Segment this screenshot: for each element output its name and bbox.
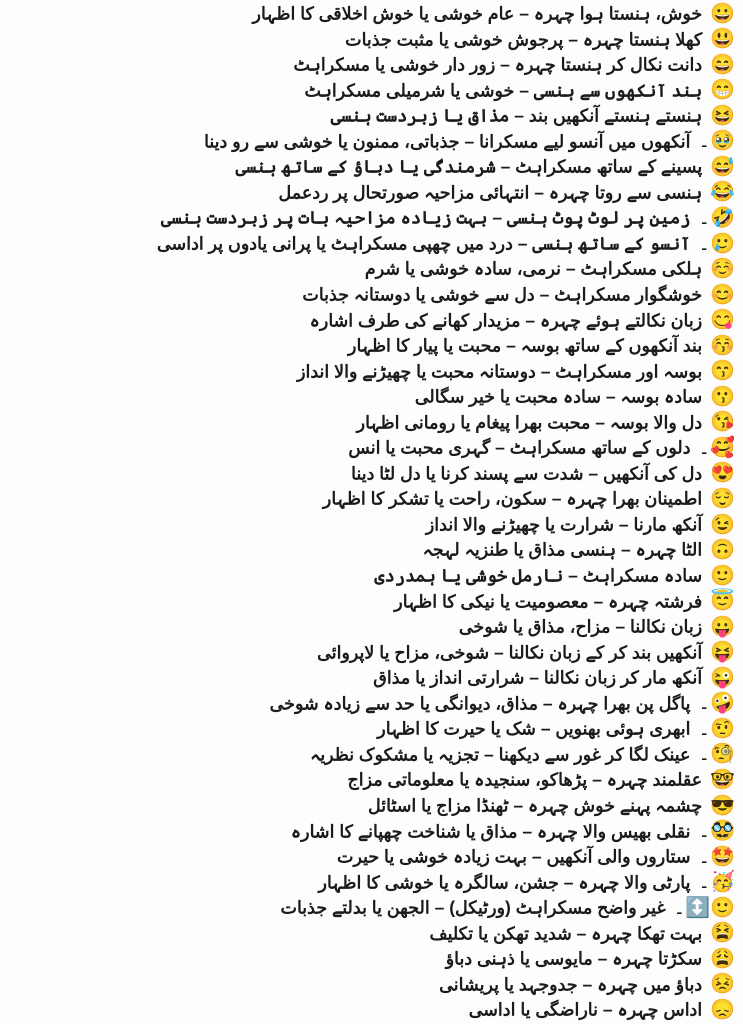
emoji-meaning-row (4, 972, 735, 998)
emoji-name-label: غیر واضح مسکراہٹ (ورٹیکل) (449, 897, 666, 918)
separator-dash: – (558, 872, 579, 893)
separator-dash: – (524, 667, 544, 688)
smiling-face-with-hearts-emoji: 🥰۔ (698, 436, 735, 459)
emoji-name-label: زمین پر لوٹ پوٹ ہنسی (506, 207, 691, 228)
nerd-face-emoji: 🤓 (710, 769, 735, 791)
emoji-meaning-label: بہت زیادہ مزاحیہ بات پر زبردست ہنسی (160, 207, 488, 228)
emoji-meaning-row (4, 486, 735, 512)
emoji-meaning-label: محبت بھرا پیغام یا رومانی اظہار (356, 412, 591, 433)
tired-face-emoji: 😫 (710, 922, 735, 945)
emoji-name-label: زبان نکالتے ہوئے چہرہ (539, 310, 703, 331)
winking-face-with-tongue-emoji: 😜 (710, 666, 735, 689)
emoji-name-label: دل والا بوسہ (609, 412, 703, 433)
emoji-meaning-row (4, 180, 735, 206)
emoji-meaning-label: نارمل خوشی یا ہمدردی (374, 565, 564, 586)
emoji-name-label: پسینے کے ساتھ مسکراہٹ (515, 156, 703, 177)
emoji-name-label: بوسہ اور مسکراہٹ (555, 361, 703, 382)
separator-dash: – (616, 540, 636, 561)
separator-dash: – (514, 80, 534, 101)
emoji-meaning-row (4, 946, 735, 972)
separator-dash: – (509, 105, 529, 126)
emoji-name-label: پاگل پن بھرا چہرہ (557, 693, 691, 714)
emoji-meaning-label: تجزیہ یا مشکوک نظریہ (310, 744, 480, 765)
emoji-meaning-label: شدید تھکن یا تکلیف (429, 923, 572, 944)
emoji-meaning-label: محبت یا پیار کا اظہار (348, 335, 502, 356)
emoji-meaning-label: ہنسی مذاق یا طنزیہ لہجہ (422, 540, 617, 561)
kissing-face-closed-eyes-emoji: 😚 (710, 334, 735, 357)
emoji-name-label: آنکھ مارنا (633, 514, 703, 535)
separator-dash: – (614, 514, 634, 535)
emoji-meaning-label: درد میں چھپی مسکراہٹ یا پرانی یادوں پر اداسی (156, 233, 513, 254)
emoji-meaning-label: ناراضگی یا اداسی (468, 999, 599, 1020)
emoji-meaning-row (4, 154, 735, 180)
separator-dash: – (517, 821, 537, 842)
face-with-raised-eyebrow-emoji: 🤨۔ (698, 717, 735, 740)
emoji-meaning-row (4, 844, 735, 870)
smiling-face-with-halo-emoji: 😇 (710, 590, 735, 613)
emoji-meaning-row (4, 895, 735, 921)
emoji-meaning-label: شوخی، مزاح یا لاپروائی (317, 642, 490, 663)
face-blowing-kiss-emoji: 😘 (710, 411, 735, 434)
emoji-meaning-label: نرمی، سادہ خوشی یا شرم (364, 259, 561, 280)
disappointed-face-emoji: 😞 (710, 998, 735, 1021)
separator-dash: – (590, 412, 610, 433)
separator-dash: – (526, 846, 547, 867)
emoji-name-label: زبان نکالنا (630, 616, 703, 637)
emoji-meaning-list (4, 1, 735, 1023)
separator-dash: – (577, 974, 598, 995)
separator-dash: – (535, 361, 556, 382)
separator-dash: – (534, 284, 555, 305)
emoji-name-label: آنسو کے ساتھ ہنسی (532, 233, 691, 254)
smiling-face-with-sunglasses-emoji: 😎 (710, 794, 735, 817)
separator-dash: – (583, 463, 603, 484)
emoji-meaning-label: شک یا حیرت کا اظہار (377, 718, 536, 739)
separator-dash: – (601, 386, 621, 407)
face-with-tears-of-joy-emoji: 😂 (710, 181, 735, 204)
emoji-meaning-row (4, 997, 735, 1023)
emoji-meaning-row (4, 921, 735, 947)
emoji-meaning-label: مذاق یا شناخت چھپانے کا اشارہ (290, 821, 518, 842)
emoji-meaning-row (4, 129, 735, 155)
emoji-name-label: سادہ مسکراہٹ (582, 565, 703, 586)
emoji-name-label: فرشتہ چہرہ (608, 591, 703, 612)
grinning-squinting-face-emoji: 😆 (710, 104, 735, 127)
face-with-tongue-emoji: 😛 (710, 615, 735, 638)
face-savoring-food-emoji: 😋 (710, 309, 735, 332)
emoji-meaning-label: شرارتی انداز یا مذاق (373, 667, 525, 688)
emoji-meaning-label: گہری محبت یا انس (348, 437, 491, 458)
disguised-face-emoji: 🥸۔ (698, 820, 735, 843)
separator-dash: – (490, 437, 510, 458)
emoji-meaning-label: سکون، راحت یا تشکر کا اظہار (322, 488, 547, 509)
separator-dash: – (495, 156, 516, 177)
emoji-name-label: چشمہ پہنے خوش چہرہ (527, 795, 703, 816)
emoji-meaning-row (4, 410, 735, 436)
emoji-meaning-row (4, 614, 735, 640)
emoji-meaning-label: سادہ محبت یا خیر سگالی (414, 386, 602, 407)
emoji-name-label: اداس چہرہ (617, 999, 703, 1020)
emoji-name-label: بند آنکھوں سے ہنسی (533, 80, 703, 101)
emoji-meaning-row (4, 589, 735, 615)
emoji-name-label: خوش، ہنستا ہوا چہرہ (533, 3, 703, 24)
separator-dash: – (459, 131, 480, 152)
heart-eyes-emoji: 😍 (710, 462, 735, 485)
smiling-face-emoji: ☺️ (710, 258, 735, 281)
separator-dash: – (508, 795, 528, 816)
winking-face-emoji: 😉 (710, 513, 735, 536)
emoji-meaning-label: مزیدار کھانے کی طرف اشارہ (309, 310, 521, 331)
emoji-name-label: عقلمند چہرہ (606, 770, 703, 790)
separator-dash: – (610, 616, 631, 637)
emoji-meaning-label: پڑھاکو، سنجیدہ یا معلوماتی مزاج (347, 770, 588, 790)
emoji-meaning-row (4, 691, 735, 717)
emoji-meaning-row (4, 256, 735, 282)
emoji-meaning-label: شدت سے پسند کرنا یا دل لٹا دینا (351, 463, 584, 484)
separator-dash: – (529, 182, 549, 203)
emoji-name-label: کھلا ہنستا چہرہ (582, 29, 703, 50)
kissing-face-smiling-eyes-emoji: 😙 (710, 360, 735, 383)
emoji-meaning-label: عام خوشی یا خوش اخلاقی کا اظہار (252, 3, 515, 24)
face-with-monocle-emoji: 🧐۔ (698, 743, 735, 766)
emoji-name-label: ابھری ہوئی بھنویں (555, 718, 691, 739)
emoji-meaning-row (4, 78, 735, 104)
emoji-name-label: ہنستے ہنستے آنکھیں بند (528, 105, 703, 126)
emoji-name-label: ہنسی سے روتا چہرہ (548, 182, 703, 203)
emoji-name-label: الٹا چہرہ (635, 540, 703, 561)
emoji-meaning-label: خوشی یا شرمیلی مسکراہٹ (304, 80, 515, 101)
separator-dash: – (546, 488, 567, 509)
emoji-meaning-label: مذاق، دیوانگی یا حد سے زیادہ شوخی (269, 693, 539, 714)
emoji-meaning-label: دل سے خوشی یا دوستانہ جذبات (302, 284, 535, 305)
beaming-face-emoji: 😁 (710, 79, 735, 102)
partying-face-emoji: 🥳۔ (698, 871, 735, 894)
emoji-name-label: ہلکی مسکراہٹ (580, 259, 703, 280)
squinting-face-with-tongue-emoji: 😝 (710, 641, 735, 664)
emoji-name-label: خوشگوار مسکراہٹ (554, 284, 703, 305)
emoji-name-label: عینک لگا کر غور سے دیکھنا (498, 744, 691, 765)
emoji-meaning-row (4, 205, 735, 231)
emoji-meaning-row (4, 767, 735, 793)
weary-face-emoji: 😩 (710, 947, 735, 970)
separator-dash: – (563, 29, 583, 50)
smiling-face-smiling-eyes-emoji: 😊 (710, 283, 735, 306)
emoji-meaning-label: جذباتی، ممنون یا خوشی سے رو دینا (204, 131, 460, 152)
rolling-on-floor-laughing-emoji: 🤣۔ (698, 206, 735, 229)
zany-face-emoji: 🤪۔ (698, 692, 735, 715)
emoji-name-label: آنکھ مار کر زبان نکالنا (543, 667, 703, 688)
separator-dash: – (592, 948, 613, 969)
emoji-meaning-row (4, 716, 735, 742)
emoji-meaning-label: زور دار خوشی یا مسکراہٹ (293, 54, 496, 75)
emoji-meaning-row (4, 640, 735, 666)
separator-dash: – (429, 897, 450, 918)
separator-dash: – (571, 923, 592, 944)
emoji-meaning-row (4, 742, 735, 768)
emoji-name-label: نقلی بھیس والا چہرہ (537, 821, 691, 842)
separator-dash: – (538, 693, 558, 714)
emoji-meaning-label: انتہائی مزاحیہ صورتحال پر ردعمل (278, 182, 530, 203)
emoji-meaning-row (4, 435, 735, 461)
emoji-meaning-label: معصومیت یا نیکی کا اظہار (394, 591, 589, 612)
emoji-name-label: بند آنکھوں کے ساتھ بوسہ (520, 335, 703, 356)
emoji-name-label: سکڑتا چہرہ (612, 948, 703, 969)
separator-dash: – (514, 3, 534, 24)
relieved-face-emoji: 😌 (710, 487, 735, 510)
emoji-meaning-row (4, 282, 735, 308)
head-shaking-vertically-emoji: 🙂↕️۔ (673, 896, 735, 919)
separator-dash: – (520, 310, 540, 331)
emoji-meaning-row (4, 870, 735, 896)
separator-dash: – (587, 770, 607, 790)
emoji-name-label: دانت نکال کر ہنستا چہرہ (514, 54, 703, 75)
grinning-face-emoji: 😀 (710, 2, 735, 25)
emoji-meaning-label: شرمندگی یا دباؤ کے ساتھ ہنسی (235, 156, 496, 177)
emoji-meaning-row (4, 665, 735, 691)
emoji-name-label: آنکھوں میں آنسو لیے مسکرانا (479, 131, 691, 152)
emoji-meaning-row (4, 461, 735, 487)
emoji-meaning-row (4, 563, 735, 589)
emoji-name-label: بہت تھکا چہرہ (591, 923, 703, 944)
emoji-meaning-row (4, 103, 735, 129)
emoji-meaning-label: الجھن یا بدلتے جذبات (280, 897, 430, 918)
separator-dash: – (489, 642, 509, 663)
emoji-name-label: دباؤ میں چہرہ (597, 974, 703, 995)
separator-dash: – (535, 718, 556, 739)
emoji-meaning-row (4, 537, 735, 563)
emoji-name-label: اطمینان بھرا چہرہ (566, 488, 703, 509)
emoji-meaning-label: دوستانہ محبت یا چھیڑنے والا انداز (297, 361, 536, 382)
emoji-meaning-label: پرجوش خوشی یا مثبت جذبات (345, 29, 564, 50)
emoji-meaning-label: جدوجہد یا پریشانی (439, 974, 578, 995)
smiling-face-with-tear-emoji: 🥲۔ (698, 232, 735, 255)
emoji-meaning-row (4, 819, 735, 845)
emoji-meaning-row (4, 27, 735, 53)
separator-dash: – (512, 233, 533, 254)
emoji-meaning-row (4, 333, 735, 359)
emoji-name-label: پارٹی والا چہرہ (578, 872, 691, 893)
slightly-smiling-face-emoji: 🙂 (710, 564, 735, 587)
emoji-meaning-row (4, 512, 735, 538)
separator-dash: – (598, 999, 618, 1020)
emoji-meaning-label: مذاق یا زبردست ہنسی (330, 105, 510, 126)
emoji-meaning-row (4, 308, 735, 334)
upside-down-face-emoji: 🙃 (710, 539, 735, 562)
emoji-meaning-row (4, 231, 735, 257)
emoji-meaning-row (4, 384, 735, 410)
kissing-face-emoji: 😗 (710, 385, 735, 408)
grinning-face-with-sweat-emoji: 😅 (710, 155, 735, 178)
persevering-face-emoji: 😣 (710, 973, 735, 996)
emoji-meaning-label: جشن، سالگرہ یا خوشی کا اظہار (318, 872, 559, 893)
emoji-meaning-row (4, 1, 735, 27)
emoji-name-label: ستاروں والی آنکھیں (546, 846, 691, 867)
emoji-meaning-label: مایوسی یا ذہنی دباؤ (445, 948, 593, 969)
star-struck-emoji: 🤩۔ (698, 845, 735, 868)
emoji-meaning-row (4, 52, 735, 78)
separator-dash: – (588, 591, 609, 612)
emoji-meaning-row (4, 359, 735, 385)
separator-dash: – (487, 207, 507, 228)
emoji-meaning-label: شرارت یا چھیڑنے والا انداز (425, 514, 615, 535)
separator-dash: – (501, 335, 521, 356)
emoji-name-label: سادہ بوسہ (620, 386, 703, 407)
grinning-face-smiling-eyes-emoji: 😄 (710, 53, 735, 76)
separator-dash: – (495, 54, 515, 75)
emoji-name-label: آنکھیں بند کر کے زبان نکالنا (508, 642, 703, 663)
separator-dash: – (560, 259, 581, 280)
emoji-meaning-label: بہت زیادہ خوشی یا حیرت (336, 846, 527, 867)
face-holding-back-tears-emoji: 🥹۔ (698, 130, 735, 153)
emoji-meaning-row (4, 793, 735, 819)
emoji-name-label: دلوں کے ساتھ مسکراہٹ (509, 437, 691, 458)
emoji-meaning-label: مزاح، مذاق یا شوخی (458, 616, 611, 637)
emoji-meaning-label: ٹھنڈا مزاج یا اسٹائل (367, 795, 509, 816)
separator-dash: – (479, 744, 499, 765)
separator-dash: – (563, 565, 583, 586)
emoji-name-label: دل کی آنکھیں (603, 463, 703, 484)
grinning-face-big-eyes-emoji: 😃 (710, 28, 735, 51)
